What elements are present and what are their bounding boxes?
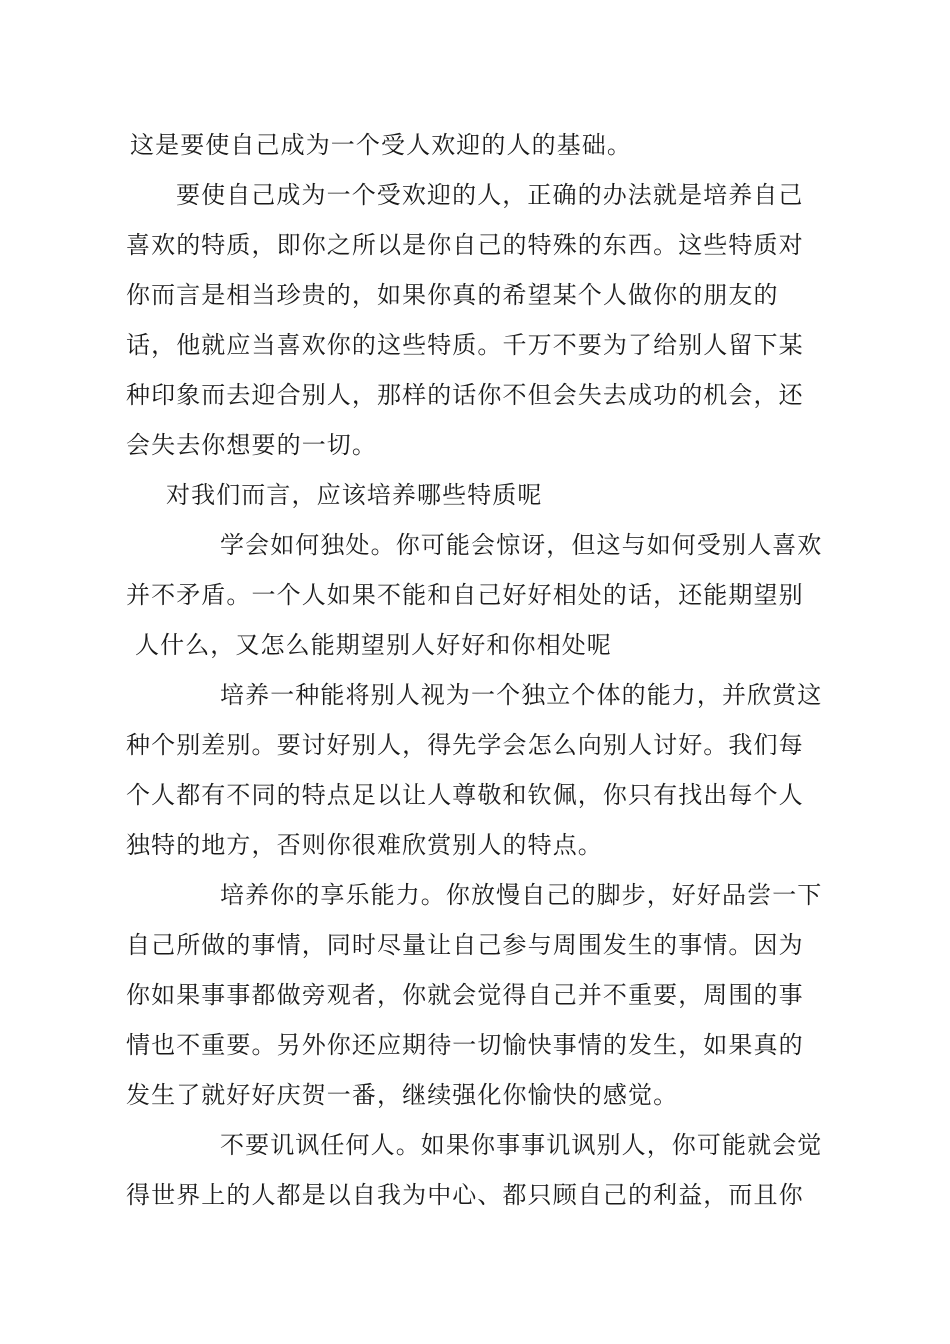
text-line: 人什么，又怎么能期望别人好好和你相处呢 [135,631,612,659]
text-line: 你如果事事都做旁观者，你就会觉得自己并不重要，周围的事 [126,981,804,1009]
text-line: 个人都有不同的特点足以让人尊敬和钦佩，你只有找出每个人 [126,781,804,809]
text-line: 喜欢的特质，即你之所以是你自己的特殊的东西。这些特质对 [126,231,804,259]
text-line: 话，他就应当喜欢你的这些特质。千万不要为了给别人留下某 [126,331,804,359]
text-line: 你而言是相当珍贵的，如果你真的希望某个人做你的朋友的 [126,281,779,309]
text-line: 会失去你想要的一切。 [126,431,377,459]
text-line: 这是要使自己成为一个受人欢迎的人的基础。 [130,131,632,159]
text-line: 学会如何独处。你可能会惊讶，但这与如何受别人喜欢 [220,531,823,559]
text-line: 培养一种能将别人视为一个独立个体的能力，并欣赏这 [220,681,823,709]
text-line: 要使自己成为一个受欢迎的人，正确的办法就是培养自己 [176,181,804,209]
text-line: 并不矛盾。一个人如果不能和自己好好相处的话，还能期望别 [126,581,804,609]
text-line: 种个别差别。要讨好别人，得先学会怎么向别人讨好。我们每 [126,731,804,759]
text-line: 情也不重要。另外你还应期待一切愉快事情的发生，如果真的 [126,1031,804,1059]
text-line: 种印象而去迎合别人，那样的话你不但会失去成功的机会，还 [126,381,804,409]
text-line: 独特的地方，否则你很难欣赏别人的特点。 [126,831,603,859]
text-line: 培养你的享乐能力。你放慢自己的脚步，好好品尝一下 [220,881,823,909]
text-line: 发生了就好好庆贺一番，继续强化你愉快的感觉。 [126,1081,679,1109]
text-line: 不要讥讽任何人。如果你事事讥讽别人，你可能就会觉 [220,1131,823,1159]
text-line: 对我们而言，应该培养哪些特质呢 [166,481,543,509]
text-line: 得世界上的人都是以自我为中心、都只顾自己的利益，而且你 [126,1181,804,1209]
text-line: 自己所做的事情，同时尽量让自己参与周围发生的事情。因为 [126,931,804,959]
